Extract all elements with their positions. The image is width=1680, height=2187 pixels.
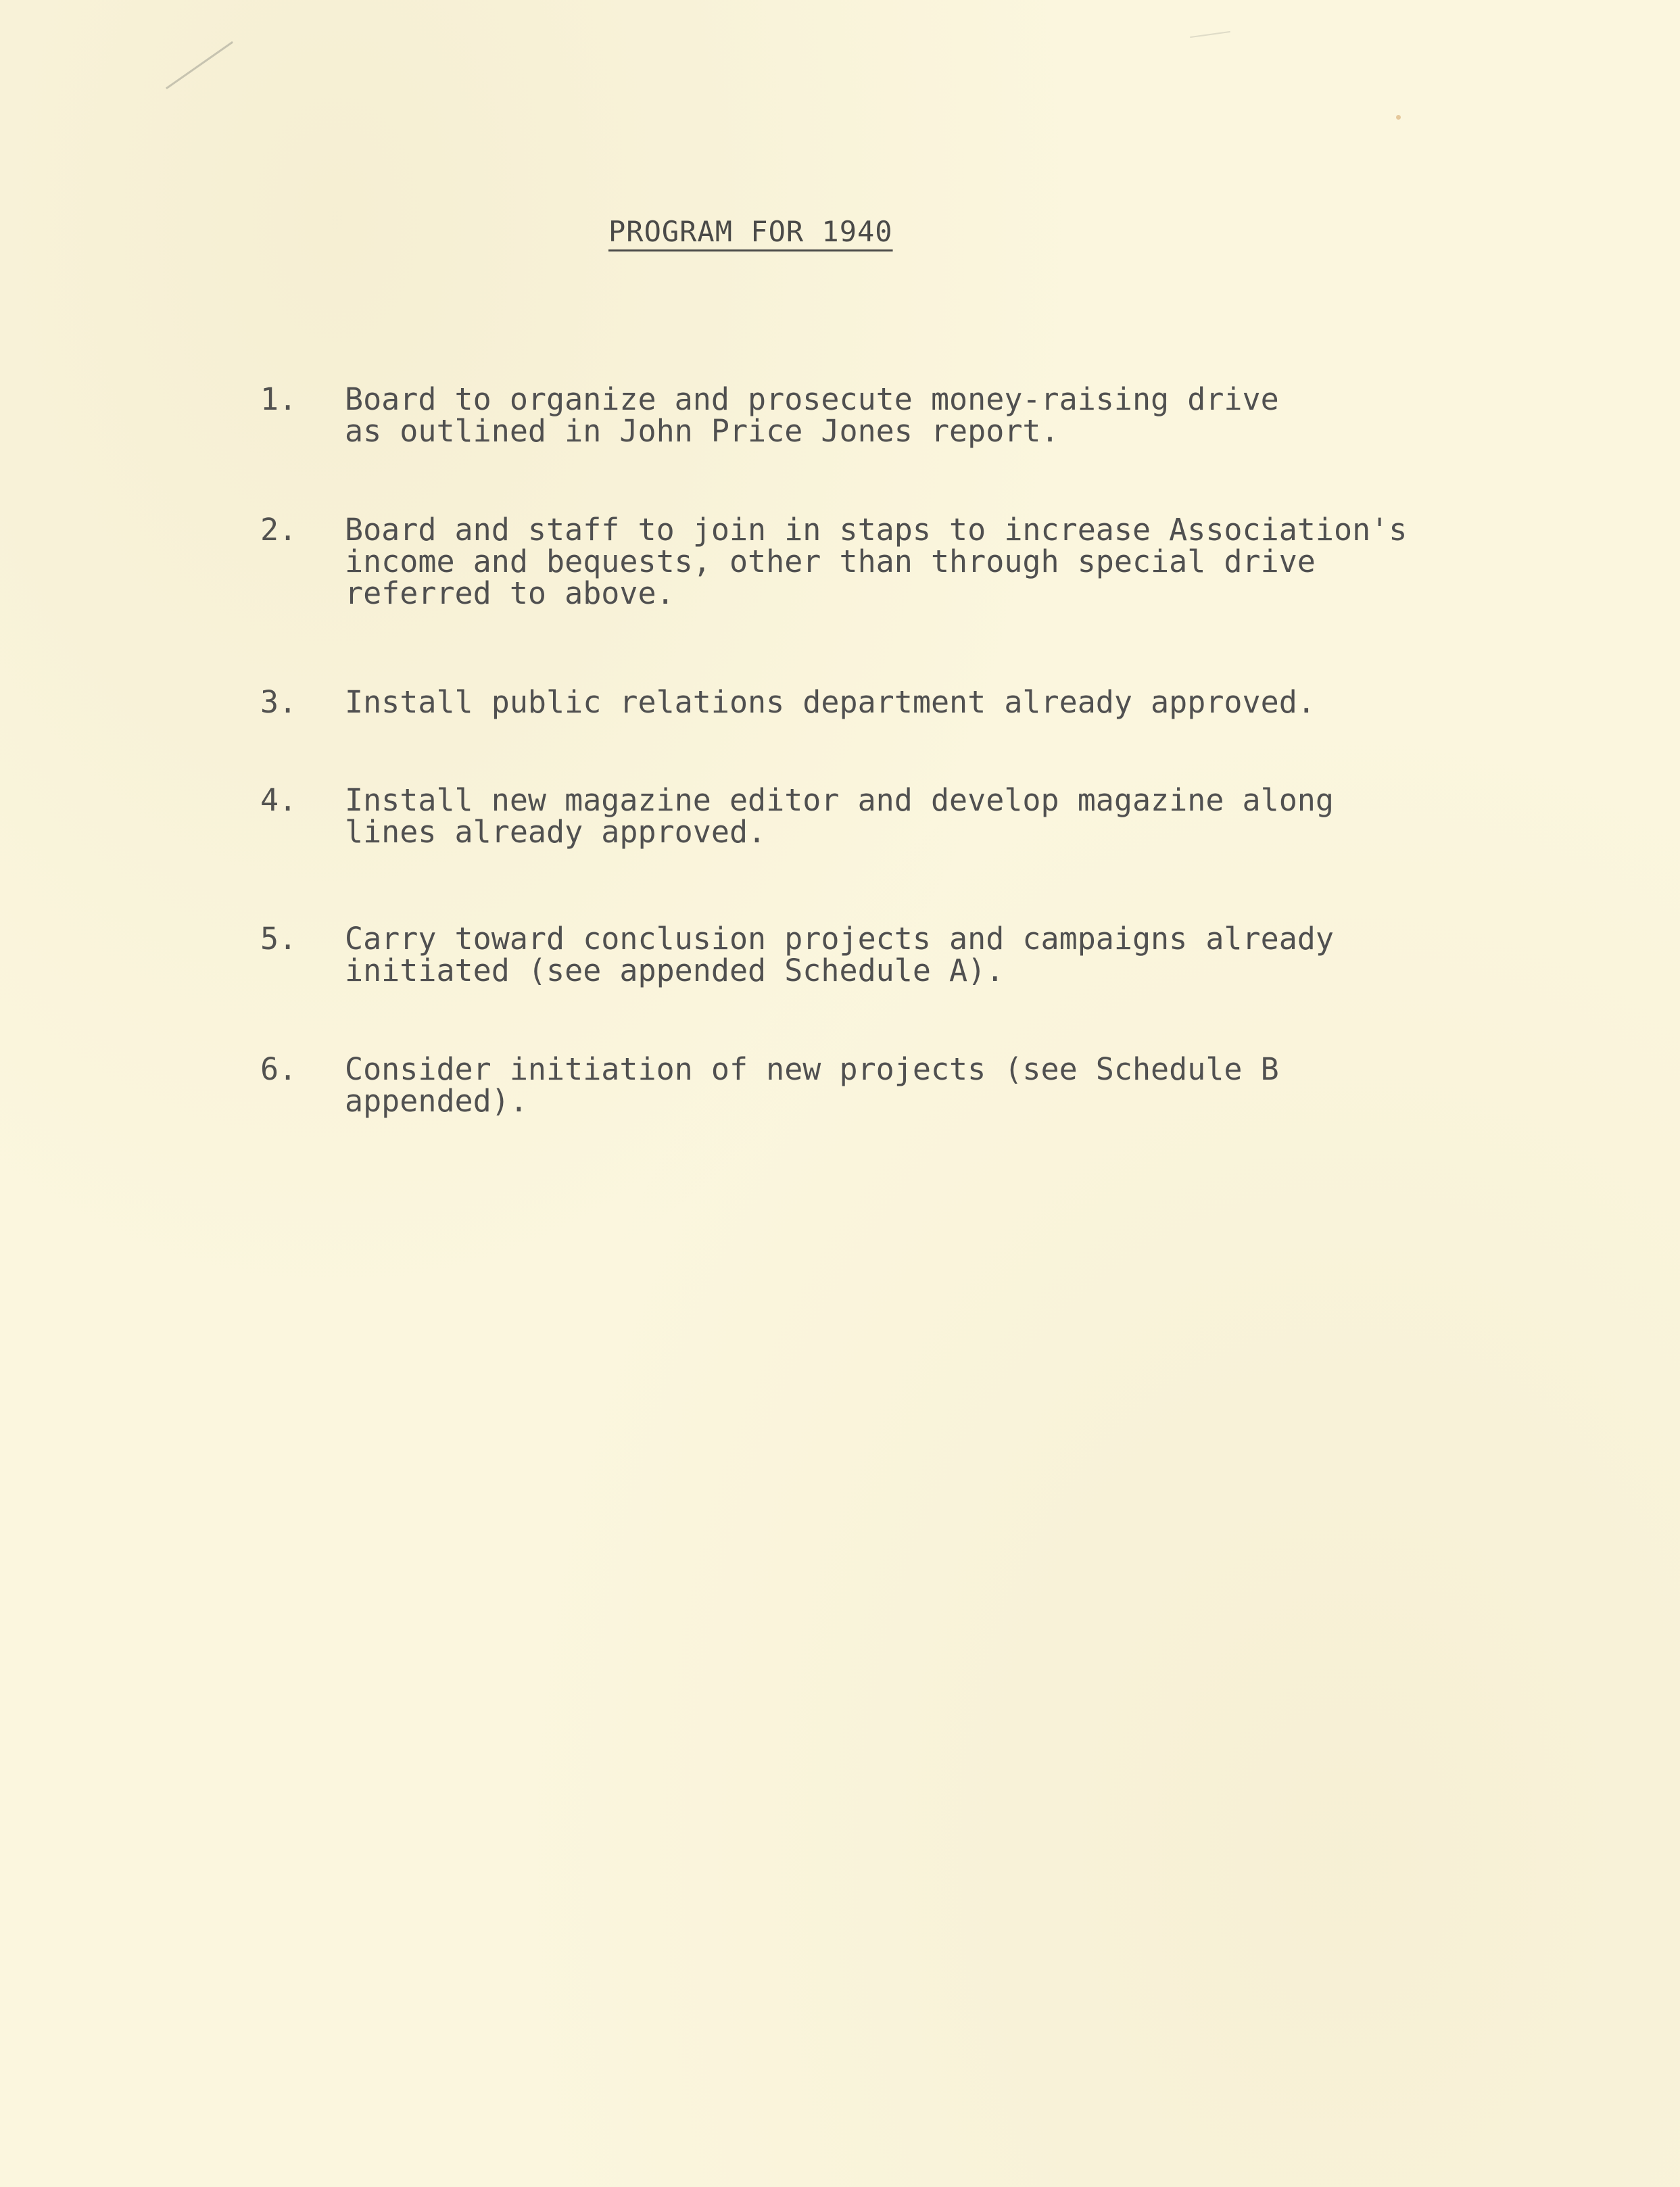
item-text: Consider initiation of new projects (see Schedule B appended). xyxy=(345,1051,1279,1119)
list-item-5 xyxy=(260,923,1579,986)
item-text: Carry toward conclusion projects and campaigns already initiated (see appended Schedule A). xyxy=(345,921,1334,988)
paper-mark xyxy=(1190,31,1230,38)
document-title: PROGRAM FOR 1940 xyxy=(608,215,893,248)
list-item-1 xyxy=(260,383,1579,447)
item-text: Install new magazine editor and develop magazine along lines already approved. xyxy=(345,782,1334,850)
item-number: 1. xyxy=(260,381,297,417)
item-text: Board and staff to join in staps to increase Association's income and bequests, other than through special drive referred to above. xyxy=(345,512,1408,611)
paper-mark xyxy=(166,41,233,89)
item-text: Board to organize and prosecute money-raising drive as outlined in John Price Jones report. xyxy=(345,381,1279,449)
item-number: 2. xyxy=(260,512,297,548)
item-number: 6. xyxy=(260,1051,297,1087)
paper-spot xyxy=(1396,115,1401,120)
item-number: 4. xyxy=(260,782,297,818)
item-number: 3. xyxy=(260,684,297,720)
item-number: 5. xyxy=(260,921,297,957)
list-item-4 xyxy=(260,784,1579,848)
item-text: Install public relations department already approved. xyxy=(345,684,1316,720)
list-item-3 xyxy=(260,686,1579,718)
list-item-2 xyxy=(260,514,1579,609)
list-item-6 xyxy=(260,1053,1579,1117)
